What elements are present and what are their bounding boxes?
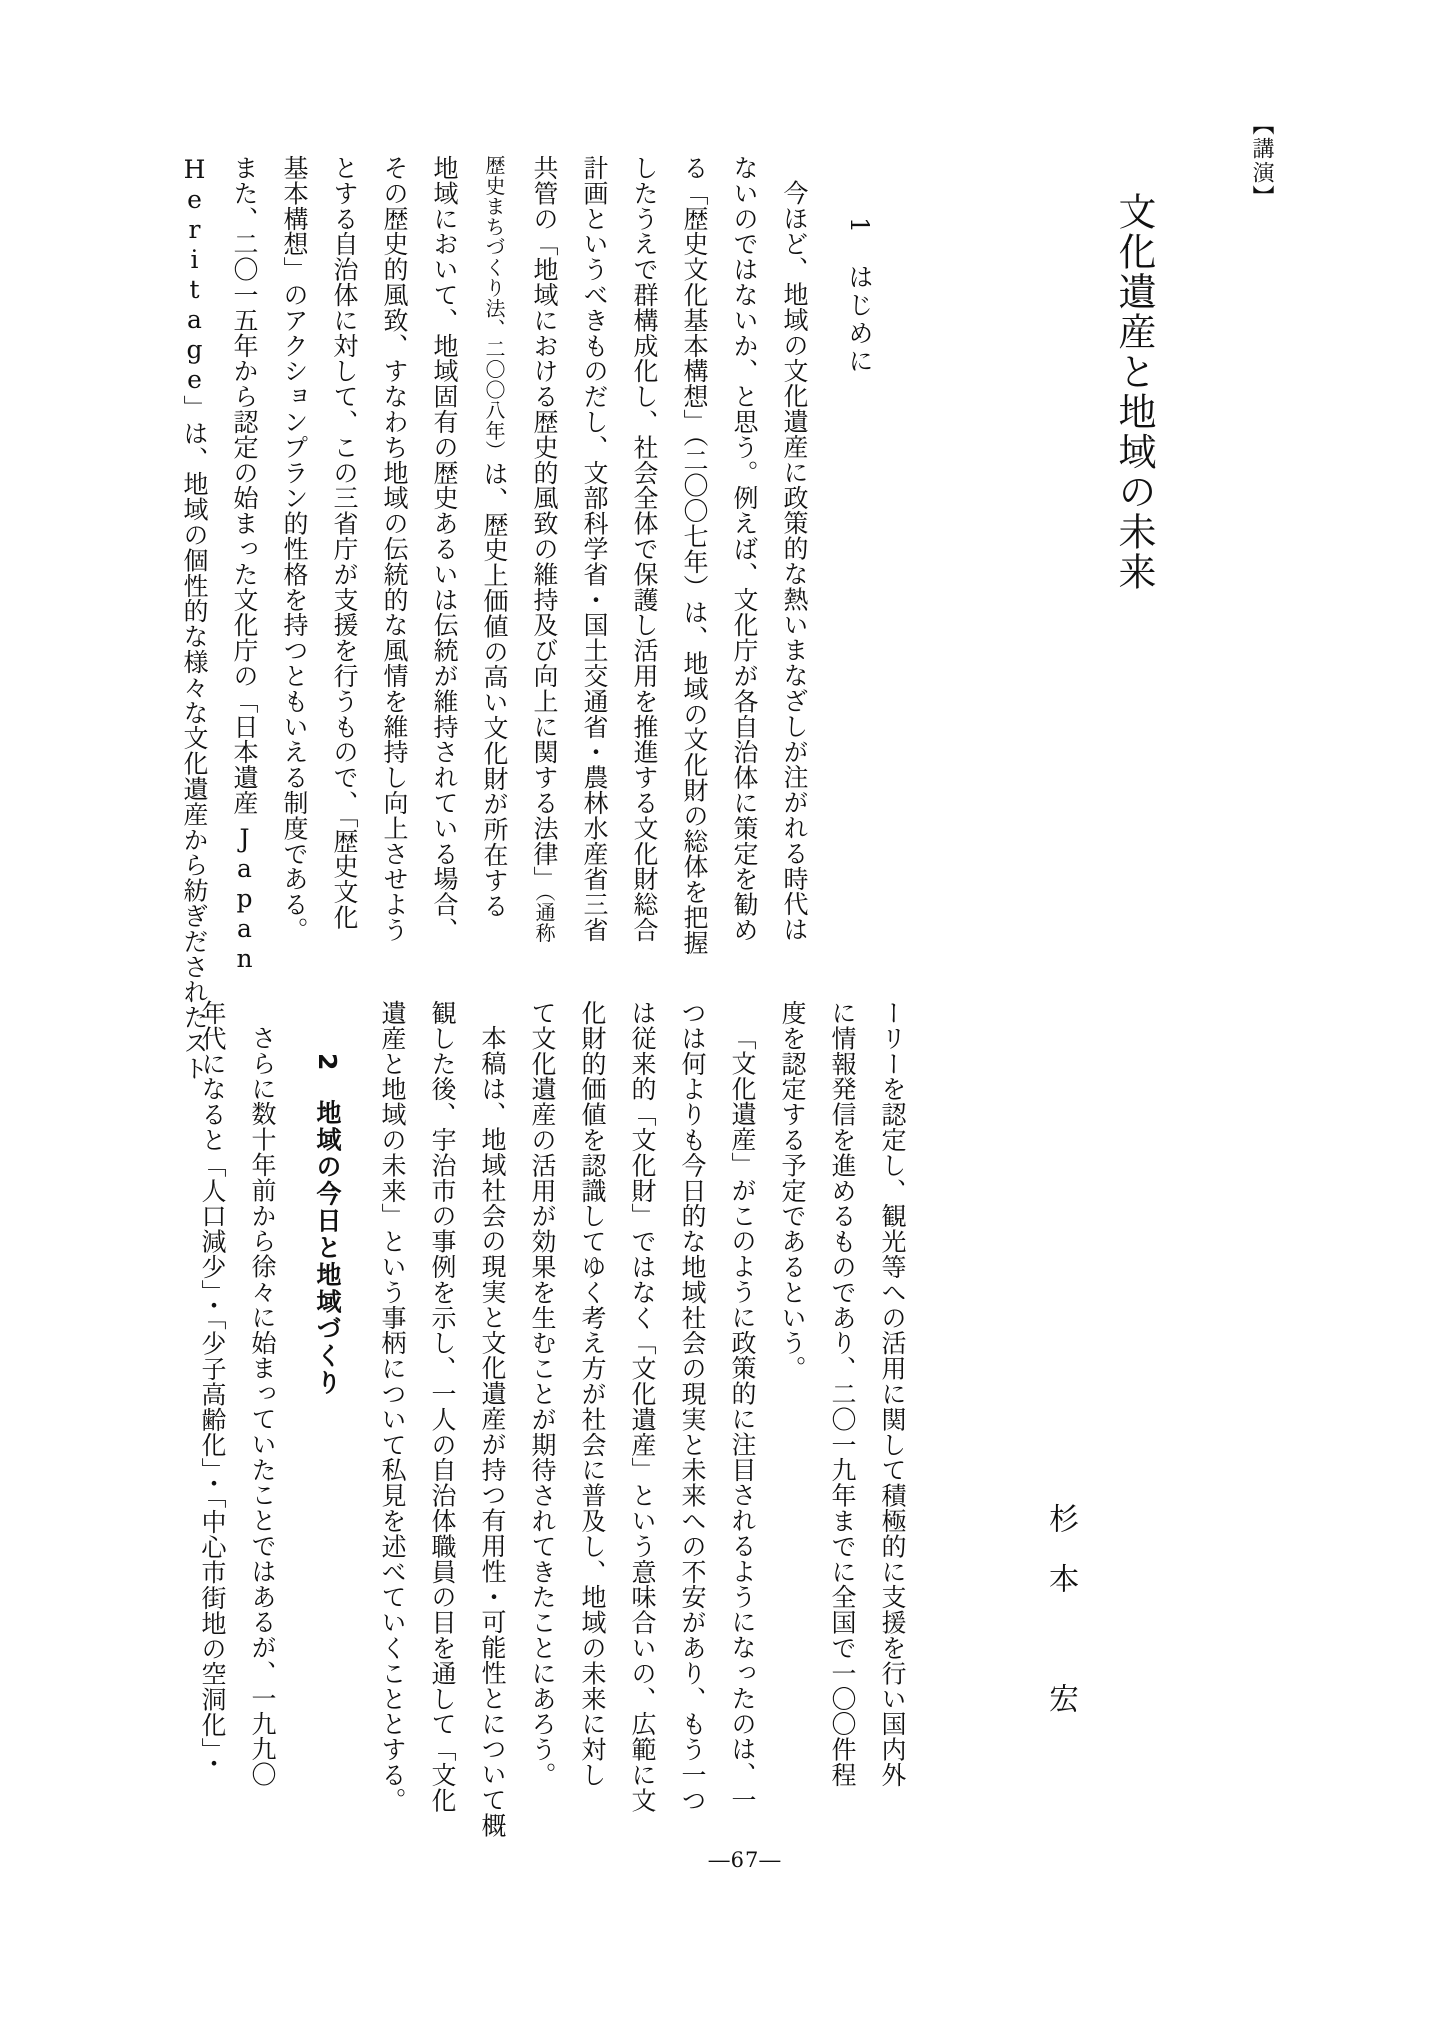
- text-column: [169, 155, 219, 1081]
- text-column: 基本構想」のアクションプラン的性格を持つともいえる制度である。: [280, 155, 309, 943]
- lecture-type-label: 【講演】: [1249, 113, 1274, 209]
- text-column: [469, 155, 519, 970]
- text-column: ーリーを認定し、観光等への活用に関して積極的に支援を行い国内外: [878, 1000, 907, 1788]
- text-column: その歴史的風致、すなわち地域の伝統的な風情を維持し向上させよう: [380, 155, 409, 943]
- text-column: 度を認定する予定であるという。: [778, 1000, 807, 1381]
- text-column: 今ほど、地域の文化遺産に政策的な熱いまなざしが注がれる時代は: [780, 180, 809, 942]
- text-column: て文化遺産の活用が効果を生むことが期待されてきたことにあろう。: [528, 1000, 557, 1788]
- text-segment: は、歴史上価値の高い文化財が所在する: [480, 461, 509, 919]
- text-segment-latin: Heritage: [180, 155, 209, 395]
- text-column: 年代になると「人口減少」・「少子高齢化」・「中心市街地の空洞化」・: [198, 1000, 227, 1776]
- text-column: さらに数十年前から徐々に始まっていたことではあるが、一九九〇: [248, 1025, 277, 1787]
- text-column: 遺産と地域の未来」という事柄について私見を述べていくこととする。: [378, 1000, 407, 1813]
- text-segment: 共管の「地域における歴史的風致の維持及び向上に関する法律」: [530, 155, 559, 892]
- page-number: ―67―: [708, 1848, 782, 1872]
- section-1-text-block: [169, 155, 884, 1081]
- section-1-heading: 1 はじめに: [845, 217, 874, 376]
- text-column: る「歴史文化基本構想」（二〇〇七年）は、地域の文化財の総体を把握: [680, 155, 709, 956]
- text-segment-latin: Japan: [230, 823, 259, 974]
- text-segment-small: （通称: [532, 891, 556, 943]
- text-column: つは何よりも今日的な地域社会の現実と未来への不安があり、もう一つ: [678, 1000, 707, 1813]
- text-column: [519, 155, 569, 970]
- text-column: ないのではないか、と思う。例えば、文化庁が各自治体に策定を勧め: [730, 155, 759, 943]
- text-segment: また、二〇一五年から認定の始まった文化庁の「日本遺産: [230, 155, 259, 824]
- author-name: 杉本 宏: [1043, 1503, 1078, 1743]
- text-column: 化財的価値を認識してゆく考え方が社会に普及し、地域の未来に対し: [578, 1000, 607, 1788]
- text-column: 計画というべきものだし、文部科学省・国土交通省・農林水産省三省: [580, 155, 609, 943]
- text-segment-small: 歴史まちづくり法、二〇〇八年）: [482, 155, 506, 461]
- text-column: 本稿は、地域社会の現実と文化遺産が持つ有用性・可能性とについて概: [478, 1025, 507, 1838]
- text-segment: 」は、地域の個性的な様々な文化遺産から紡ぎだされたスト: [180, 395, 209, 1081]
- page-title: 文化遺産と地域の未来: [1112, 192, 1156, 592]
- text-column: 「文化遺産」がこのように政策的に注目されるようになったのは、一: [728, 1025, 757, 1813]
- section-2-heading: 2 地域の今日と地域づくり: [313, 1053, 342, 1397]
- text-column: したうえで群構成化し、社会全体で保護し活用を推進する文化財総合: [630, 155, 659, 943]
- text-column: とする自治体に対して、この三省庁が支援を行うもので、「歴史文化: [330, 155, 359, 930]
- text-column: 観した後、宇治市の事例を示し、一人の自治体職員の目を通して「文化: [428, 1000, 457, 1813]
- text-column: に情報発信を進めるものであり、二〇一九年までに全国で一〇〇件程: [828, 1000, 857, 1788]
- text-column: は従来的「文化財」ではなく「文化遺産」という意味合いの、広範に文: [628, 1000, 657, 1813]
- section-2-text-block: [187, 1000, 917, 1838]
- text-column: 地域において、地域固有の歴史あるいは伝統が維持されている場合、: [430, 155, 459, 943]
- text-column: [219, 155, 269, 974]
